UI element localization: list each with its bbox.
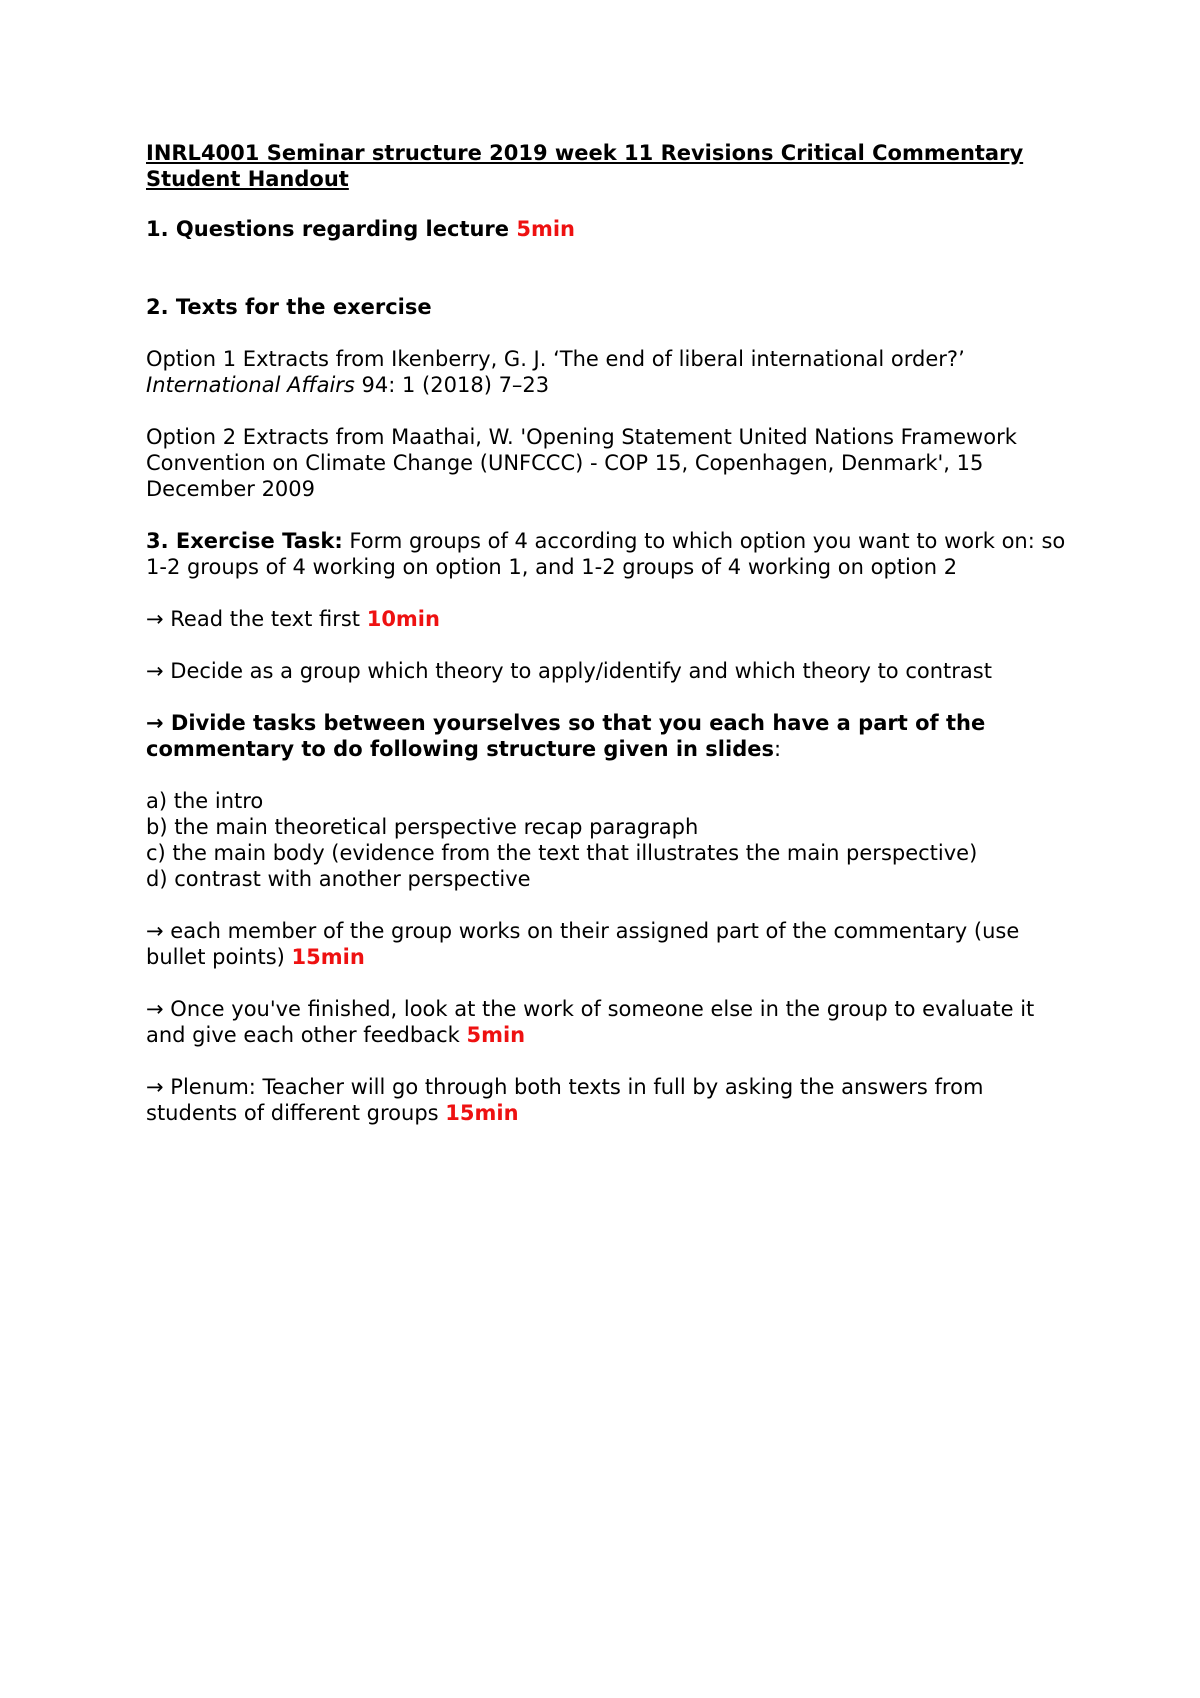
step-read-time: 10min <box>366 607 440 631</box>
spacer <box>146 398 1066 424</box>
step-plenum-text: Plenum: Teacher will go through both texts in full by asking the answers from students of different groups <box>146 1075 984 1125</box>
spacer <box>146 684 1066 710</box>
option-1-paragraph <box>146 346 1066 398</box>
step-plenum <box>146 1074 1066 1126</box>
option-1-journal: International Affairs <box>146 373 355 397</box>
step-each-member <box>146 918 1066 970</box>
arrow-icon: → <box>146 1075 164 1099</box>
section-1-heading <box>146 216 1066 242</box>
step-read-text: Read the text first <box>163 607 367 631</box>
list-item: b) the main theoretical perspective recap paragraph <box>146 815 699 839</box>
section-3-label: 3. Exercise Task: <box>146 529 343 553</box>
arrow-icon: → <box>146 607 164 631</box>
arrow-icon: → <box>146 659 164 683</box>
spacer <box>146 502 1066 528</box>
spacer <box>146 1048 1066 1074</box>
list-item: d) contrast with another perspective <box>146 867 531 891</box>
spacer <box>146 242 1066 294</box>
spacer <box>146 970 1066 996</box>
spacer <box>146 892 1066 918</box>
step-divide <box>146 710 1066 762</box>
section-1-label: 1. Questions regarding lecture <box>146 217 510 241</box>
step-feedback-text: Once you've finished, look at the work of someone else in the group to evaluate it and give each other feedback <box>146 997 1035 1047</box>
step-divide-colon: : <box>773 737 782 761</box>
step-feedback-time: 5min <box>466 1023 526 1047</box>
option-1-citation: 94: 1 (2018) 7–23 <box>354 373 550 397</box>
spacer <box>146 762 1066 788</box>
section-3-text: Form groups of 4 according to which option you want to work on: so 1-2 groups of 4 working on option 1, and 1-2 groups of 4 working on option 2 <box>146 529 1066 579</box>
section-2-heading: 2. Texts for the exercise <box>146 295 432 319</box>
spacer <box>146 580 1066 606</box>
arrow-icon: → <box>146 919 164 943</box>
list-item: c) the main body (evidence from the text that illustrates the main perspective) <box>146 841 978 865</box>
option-2-paragraph: Option 2 Extracts from Maathai, W. 'Opening Statement United Nations Framework Convention on Climate Change (UNFCCC) - COP 15, Copenhagen, Denmark', 15 December 2009 <box>146 425 1017 501</box>
section-1-time: 5min <box>516 217 575 241</box>
handout-page <box>146 140 1066 1126</box>
spacer <box>146 320 1066 346</box>
arrow-icon: → <box>146 997 164 1021</box>
step-decide <box>146 658 1066 684</box>
step-divide-text: Divide tasks between yourselves so that you each have a part of the commentary to do following structure given in slides <box>146 711 986 761</box>
spacer <box>146 632 1066 658</box>
step-read <box>146 606 1066 632</box>
step-each-member-time: 15min <box>291 945 365 969</box>
page-title: INRL4001 Seminar structure 2019 week 11 Revisions Critical Commentary Student Handout <box>146 141 1024 191</box>
step-each-member-text: each member of the group works on their assigned part of the commentary (use bullet points) <box>146 919 1020 969</box>
step-decide-text: Decide as a group which theory to apply/identify and which theory to contrast <box>163 659 992 683</box>
section-3-paragraph <box>146 528 1066 580</box>
list-item: a) the intro <box>146 789 264 813</box>
arrow-icon: → <box>146 711 164 735</box>
step-feedback <box>146 996 1066 1048</box>
option-1-text: Option 1 Extracts from Ikenberry, G. J. ‘The end of liberal international order?’ <box>146 347 965 371</box>
step-plenum-time: 15min <box>445 1101 519 1125</box>
